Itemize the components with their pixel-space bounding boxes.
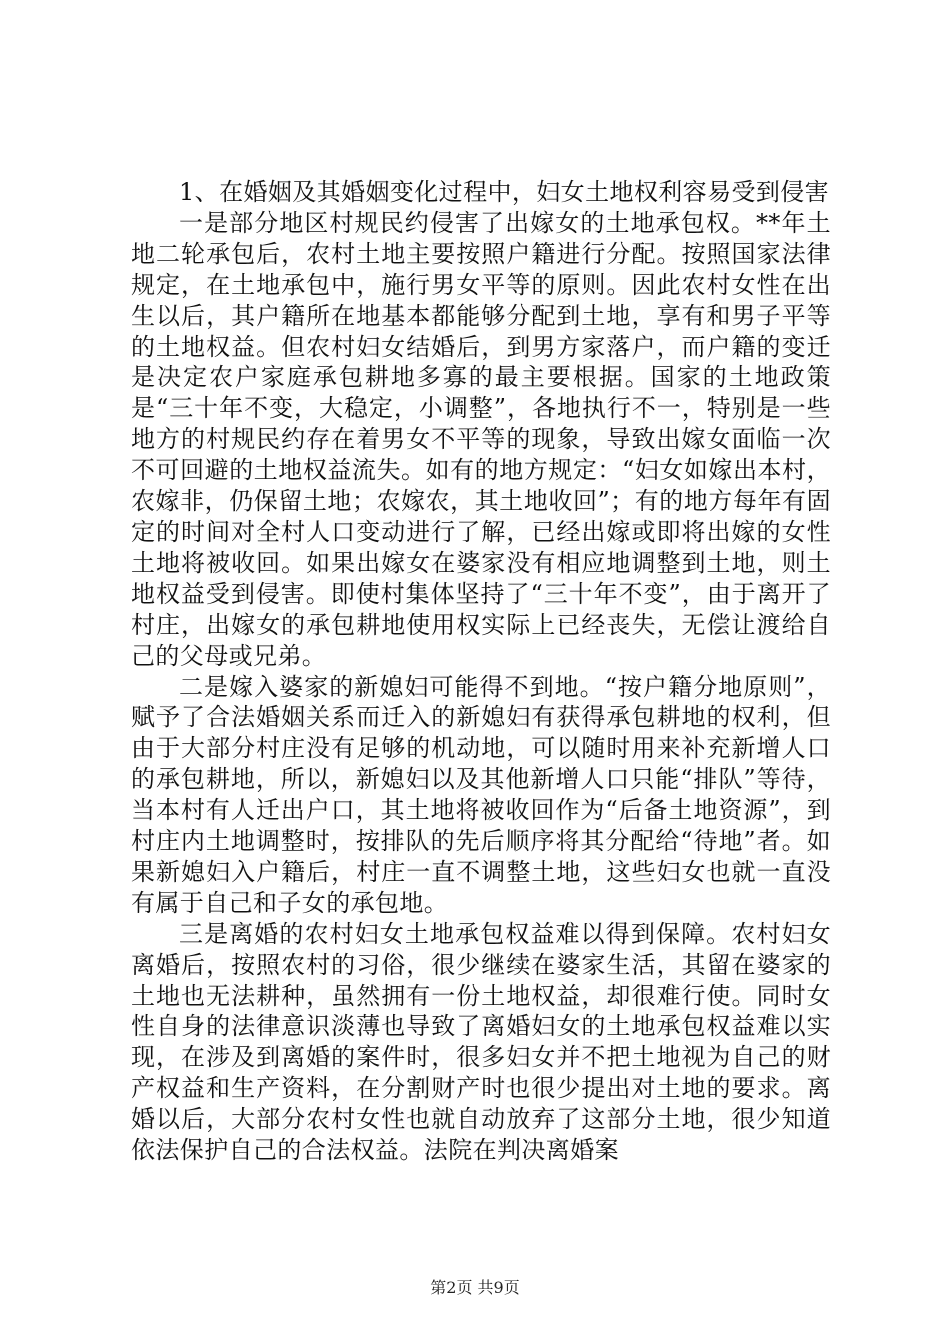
document-body: [131, 177, 831, 1166]
paragraph-2: 二是嫁入婆家的新媳妇可能得不到地。“按户籍分地原则”，赋予了合法婚姻关系而迁入的新媳妇有获得承包耕地的权利，但由于大部分村庄没有足够的机动地，可以随时用来补充新增人口的承包耕地，所以，新媳妇以及其他新增人口只能“排队”等待，当本村有人迁出户口，其土地将被收回作为“后备土地资源”，到村庄内土地调整时，按排队的先后顺序将其分配给“待地”者。如果新媳妇入户籍后，村庄一直不调整土地，这些妇女也就一直没有属于自己和子女的承包地。: [131, 672, 831, 917]
page-number-footer: 第2页 共9页: [430, 1278, 520, 1297]
section-heading: 1、在婚姻及其婚姻变化过程中，妇女土地权利容易受到侵害: [179, 178, 830, 206]
paragraph-1: 一是部分地区村规民约侵害了出嫁女的土地承包权。**年土地二轮承包后，农村土地主要按照户籍进行分配。按照国家法律规定，在土地承包中，施行男女平等的原则。因此农村女性在出生以后，其户籍所在地基本都能够分配到土地，享有和男子平等的土地权益。但农村妇女结婚后，到男方家落户，而户籍的变迁是决定农户家庭承包耕地多寡的最主要根据。国家的土地政策是“三十年不变，大稳定，小调整”，各地执行不一，特别是一些地方的村规民约存在着男女不平等的现象，导致出嫁女面临一次不可回避的土地权益流失。如有的地方规定：“妇女如嫁出本村，农嫁非，仍保留土地；农嫁农，其土地收回”；有的地方每年有固定的时间对全村人口变动进行了解，已经出嫁或即将出嫁的女性土地将被收回。如果出嫁女在婆家没有相应地调整到土地，则土地权益受到侵害。即使村集体坚持了“三十年不变”，由于离开了村庄，出嫁女的承包耕地使用权实际上已经丧失，无偿让渡给自己的父母或兄弟。: [131, 208, 831, 670]
paragraph-3: 三是离婚的农村妇女土地承包权益难以得到保障。农村妇女离婚后，按照农村的习俗，很少继续在婆家生活，其留在婆家的土地也无法耕种，虽然拥有一份土地权益，却很难行使。同时女性自身的法律意识淡薄也导致了离婚妇女的土地承包权益难以实现，在涉及到离婚的案件时，很多妇女并不把土地视为自己的财产权益和生产资料，在分割财产时也很少提出对土地的要求。离婚以后，大部分农村女性也就自动放弃了这部分土地，很少知道依法保护自己的合法权益。法院在判决离婚案: [131, 919, 831, 1165]
